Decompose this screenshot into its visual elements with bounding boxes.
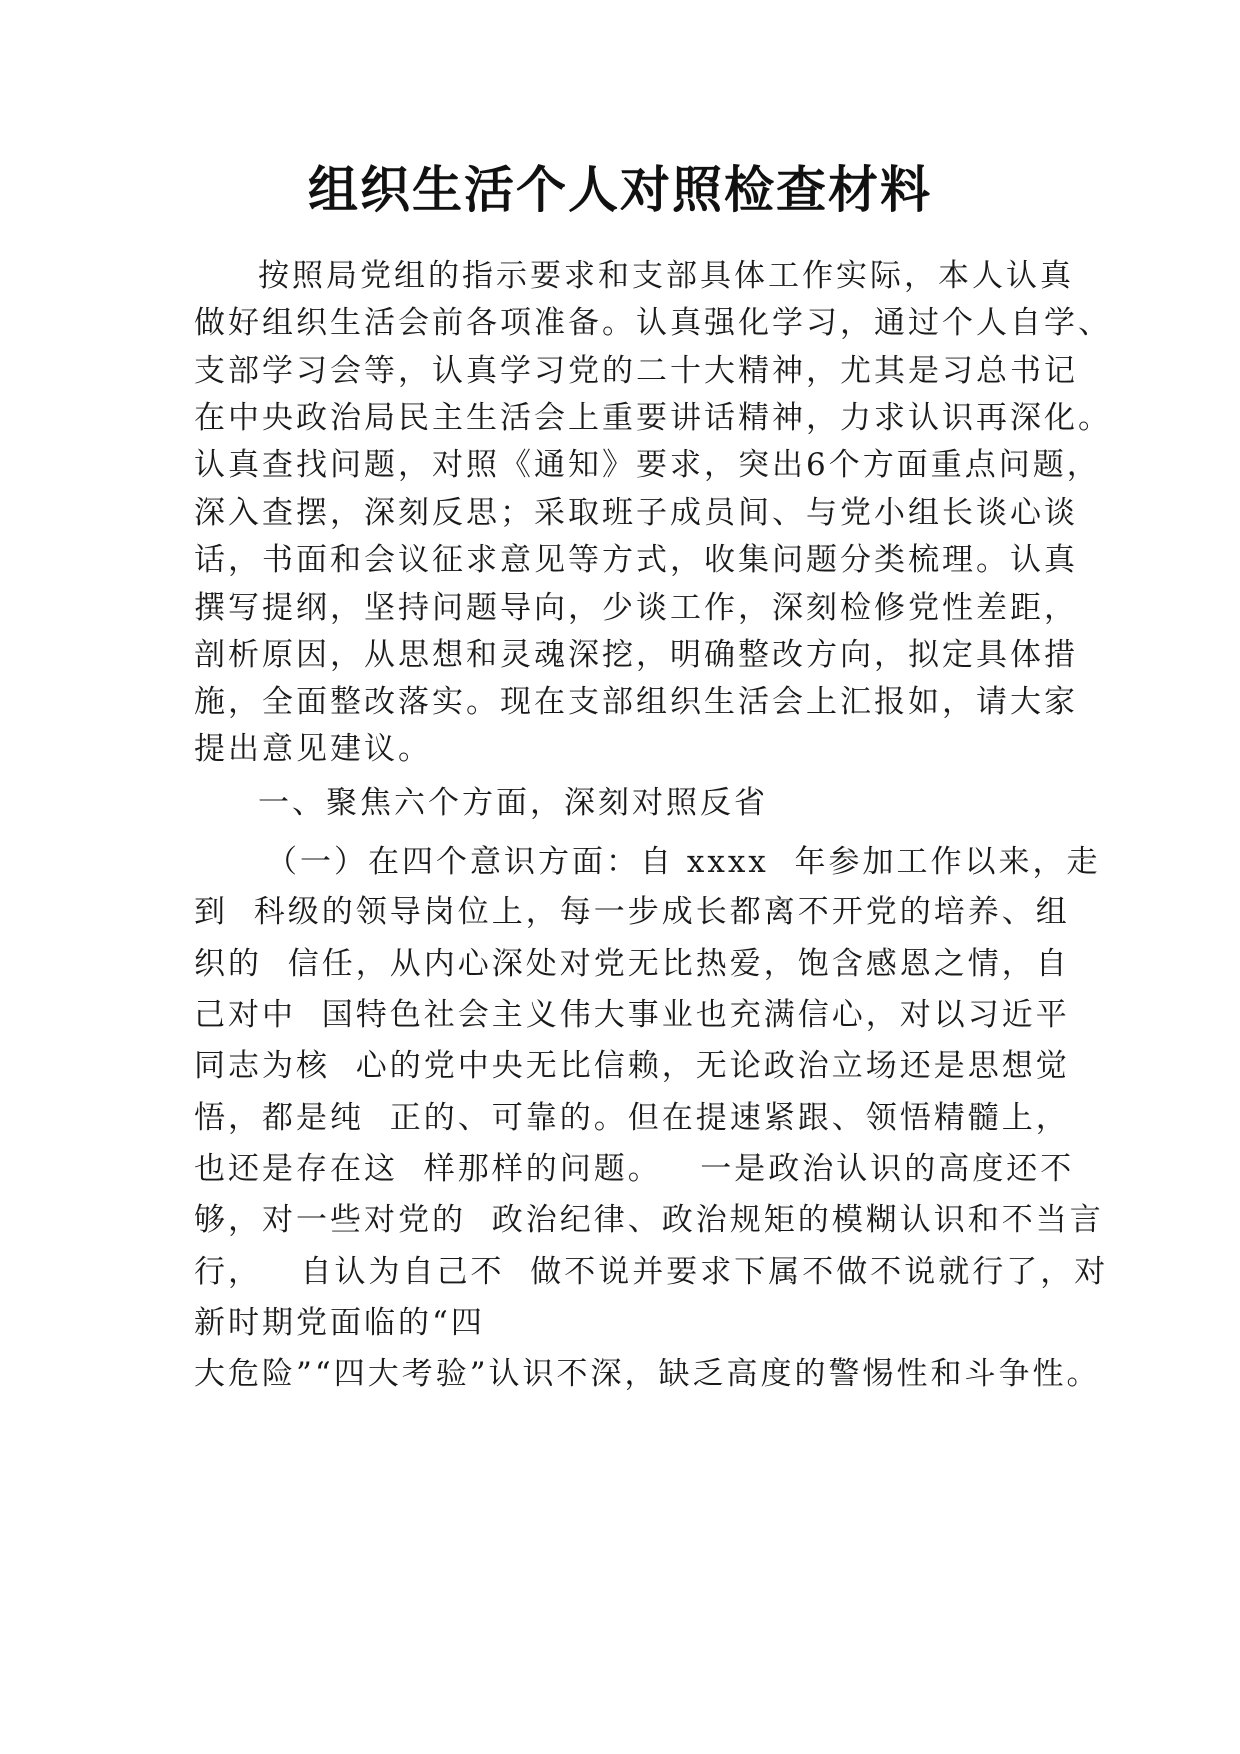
paragraph-line: 支部学习会等，认真学习党的二十大精神，尤其是习总书记 <box>194 353 1078 389</box>
paragraph-line: 施，全面整改落实。现在支部组织生活会上汇报如，请大家 <box>194 684 1078 720</box>
paragraph-line: 够，对一些对党的 政治纪律、政治规矩的模糊认识和不当言 <box>194 1202 1104 1238</box>
paragraph-line: （一）在四个意识方面：自 xxxx 年参加工作以来，走 <box>266 844 1101 880</box>
paragraph-line: 提出意见建议。 <box>194 731 432 767</box>
paragraph-line: 在中央政治局民主生活会上重要讲话精神，力求认识再深化。 <box>194 400 1112 436</box>
paragraph-line: 也还是存在这 样那样的问题。 一是政治认识的高度还不 <box>194 1151 1075 1187</box>
paragraph-line: 话，书面和会议征求意见等方式，收集问题分类梳理。认真 <box>194 542 1078 578</box>
paragraph-line: 织的 信任，从内心深处对党无比热爱，饱含感恩之情，自 <box>194 946 1070 982</box>
paragraph-line: 剖析原因，从思想和灵魂深挖，明确整改方向，拟定具体措 <box>194 637 1078 673</box>
paragraph-line: 己对中 国特色社会主义伟大事业也充满信心，对以习近平 <box>194 997 1070 1033</box>
paragraph-line: 大危险”“四大考验”认识不深，缺乏高度的警惕性和斗争性。 <box>194 1356 1101 1392</box>
paragraph-line: 行， 自认为自己不 做不说并要求下属不做不说就行了，对 <box>194 1254 1109 1290</box>
paragraph-line: 新时期党面临的“四 <box>194 1305 485 1341</box>
paragraph-line: 悟，都是纯 正的、可靠的。但在提速紧跟、领悟精髓上， <box>194 1100 1070 1136</box>
paragraph-line: 深入查摆，深刻反思；采取班子成员间、与党小组长谈心谈 <box>194 495 1078 531</box>
paragraph-line: 按照局党组的指示要求和支部具体工作实际，本人认真 <box>258 258 1074 294</box>
document-title: 组织生活个人对照检查材料 <box>308 161 932 219</box>
paragraph-line: 同志为核 心的党中央无比信赖，无论政治立场还是思想觉 <box>194 1048 1070 1084</box>
paragraph-line: 撰写提纲，坚持问题导向，少谈工作，深刻检修党性差距， <box>194 590 1078 626</box>
section-heading: 一、聚焦六个方面，深刻对照反省 <box>258 785 768 821</box>
paragraph-line: 认真查找问题，对照《通知》要求，突出6个方面重点问题， <box>194 447 1101 483</box>
paragraph-line: 做好组织生活会前各项准备。认真强化学习，通过个人自学、 <box>194 305 1112 341</box>
paragraph-line: 到 科级的领导岗位上，每一步成长都离不开党的培养、组 <box>194 894 1070 930</box>
